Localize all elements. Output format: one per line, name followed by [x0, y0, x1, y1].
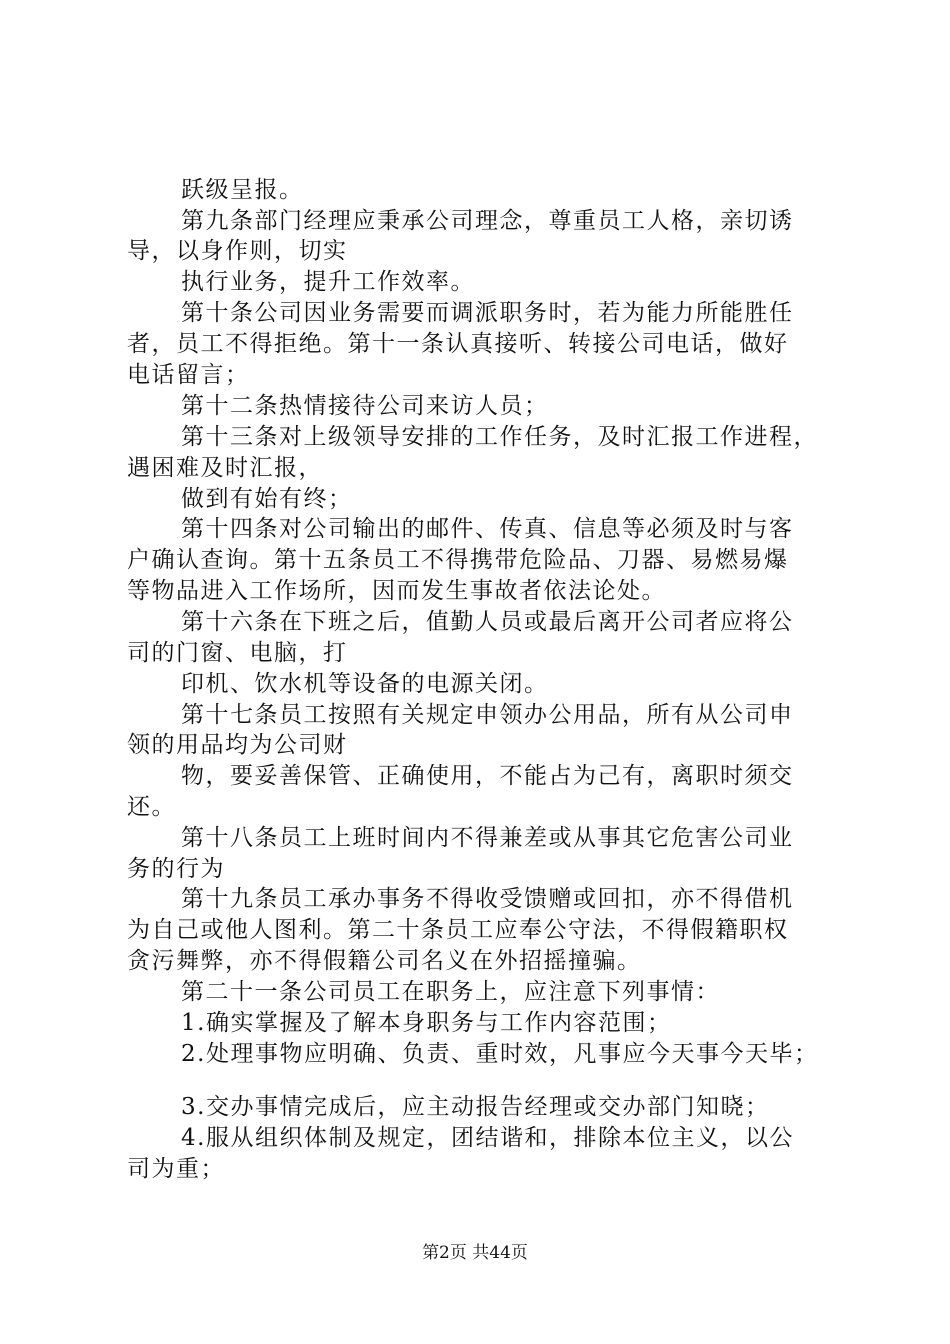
text-line: 户确认查询。第十五条员工不得携带危险品、刀器、易燃易爆 — [127, 547, 789, 573]
text-line: 贪污舞弊，亦不得假籍公司名义在外招摇撞骗。 — [127, 948, 642, 974]
text-line: 第十六条在下班之后，值勤人员或最后离开公司者应将公 — [181, 609, 794, 635]
text-line: 1.确实掌握及了解本身职务与工作内容范围； — [181, 1010, 672, 1036]
text-line: 做到有始有终； — [181, 486, 353, 512]
text-line: 导，以身作则，切实 — [127, 238, 348, 264]
text-line: 为自己或他人图利。第二十条员工应奉公守法，不得假籍职权 — [127, 917, 789, 943]
page-number-footer: 第2页 共44页 — [422, 1243, 528, 1263]
text-line: 第九条部门经理应秉承公司理念，尊重员工人格，亲切诱 — [181, 208, 794, 234]
text-line: 第十二条热情接待公司来访人员； — [181, 393, 549, 419]
text-line: 第十三条对上级领导安排的工作任务，及时汇报工作进程， — [181, 424, 818, 450]
text-line: 领的用品均为公司财 — [127, 732, 348, 758]
text-line: 4.服从组织体制及规定，团结谐和，排除本位主义，以公 — [181, 1125, 794, 1151]
text-line: 电话留言； — [127, 362, 250, 388]
text-line: 第十四条对公司输出的邮件、传真、信息等必须及时与客 — [181, 516, 794, 542]
text-line: 务的行为 — [127, 856, 225, 882]
text-line: 第十条公司因业务需要而调派职务时，若为能力所能胜任 — [181, 300, 794, 326]
text-line: 司为重； — [127, 1156, 225, 1182]
text-line: 跃级呈报。 — [181, 177, 304, 203]
text-line: 还。 — [127, 794, 176, 820]
text-line: 第十八条员工上班时间内不得兼差或从事其它危害公司业 — [181, 825, 794, 851]
text-line: 者，员工不得拒绝。第十一条认真接听、转接公司电话，做好 — [127, 331, 789, 357]
text-line: 遇困难及时汇报， — [127, 455, 323, 481]
text-line: 第二十一条公司员工在职务上，应注意下列事情： — [181, 979, 720, 1005]
text-line: 印机、饮水机等设备的电源关闭。 — [181, 671, 549, 697]
text-line: 执行业务，提升工作效率。 — [181, 269, 475, 295]
text-line: 物，要妥善保管、正确使用，不能占为己有，离职时须交 — [181, 763, 794, 789]
text-line: 第十九条员工承办事务不得收受馈赠或回扣，亦不得借机 — [181, 886, 794, 912]
text-line: 等物品进入工作场所，因而发生事故者依法论处。 — [127, 578, 666, 604]
text-line: 2.处理事物应明确、负责、重时效，凡事应今天事今天毕； — [181, 1041, 819, 1067]
text-line: 3.交办事情完成后，应主动报告经理或交办部门知晓； — [181, 1094, 770, 1120]
text-line: 司的门窗、电脑，打 — [127, 640, 348, 666]
text-line: 第十七条员工按照有关规定申领办公用品，所有从公司申 — [181, 702, 794, 728]
